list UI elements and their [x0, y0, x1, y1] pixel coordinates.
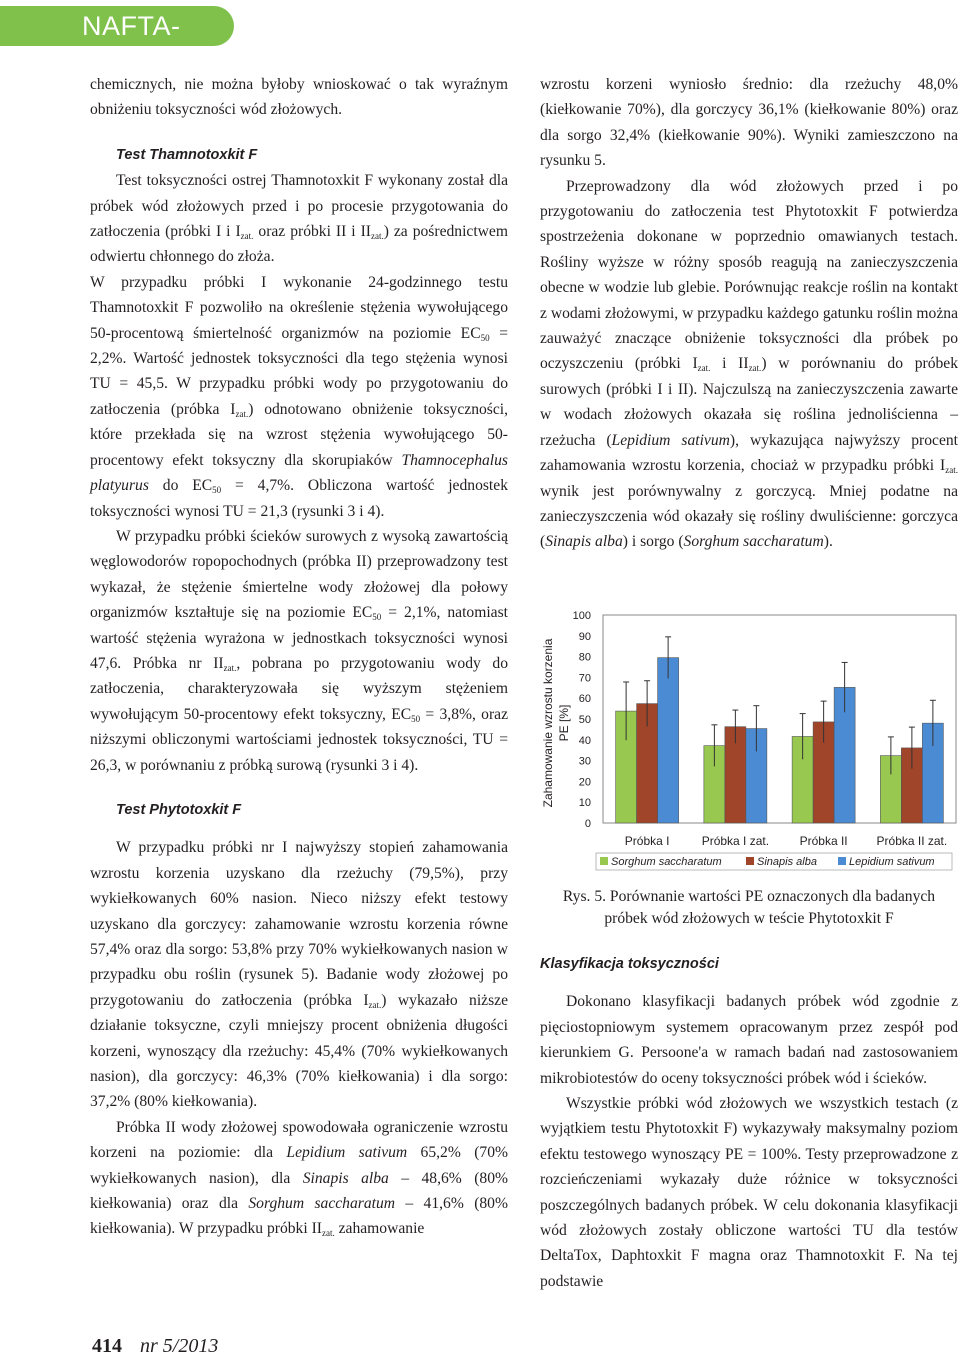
- bar: [658, 658, 679, 823]
- paragraph: W przypadku próbki nr I najwyższy stopień zahamowania wzrostu korzenia uzyskano dla rzeżuchy (79,5%), przy wykiełkowanych 60% nasion. Nieco niższy efekt testowy uzyskano dla gorczycy: zahamowanie wzrostu korzenia równe 57,4% oraz dla sorgo: 53,8% przy 70% wykiełkowanych nasion w przypadku obu roślin (rysunek 5). Badanie wody złożowej po przygotowaniu do zatłoczenia (próbka $I_{zat.}$) wykazało niższe działanie toksyczne, czyli mniejszy procent obniżenia długości korzeni, wynoszący dla rzeżuchy: 45,4% (70% wykiełkowanych nasion), dla gorczycy: 46,3% (70% kiełkowania) i dla sorgo: 37,2% (80% kiełkowania).: [90, 839, 508, 1111]
- y-tick-label: 10: [578, 797, 591, 810]
- y-tick-label: 60: [578, 693, 591, 706]
- y-tick-label: 20: [578, 776, 591, 789]
- paragraph: Próbka II wody złożowej spowodowała ograniczenie wzrostu korzeni na poziomie: dla Lepidium sativum 65,2% (70% wykiełkowanych nasion), dla Sinapis alba – 48,6% (80% kiełkowania) oraz dla Sorghum saccharatum – 41,6% (80% kiełkowania). W przypadku próbki $II_{zat.}$ zahamowanie: [90, 1118, 508, 1239]
- paragraph: Przeprowadzony dla wód złożowych przed i po przygotowaniu do zatłoczenia test Phytotoxkit F potwierdza spostrzeżenia dokonane w poprzednio omawianych testach. Rośliny wyższe w różny sposób reagują na zanieczyszczenia obecne w wodzie lub glebie. Porównując reakcje roślin na kontakt z wodami złożowymi, w przypadku każdego gatunku roślin można zauważyć znaczące obniżenie toksyczności dla próbek po oczyszczeniu (próbki $I_{zat.}$ i $II_{zat.}$) w porównaniu do próbek surowych (próbki I i II). Najczulszą na zanieczyszczenia zawarte w wodach złożowych okazała się roślina jednoliścienna – rzeżucha (Lepidium sativum), wykazująca najwyższy procent zahamowania wzrostu korzenia, chociaż w przypadku próbki $I_{zat.}$ wynik jest porównywalny z gorczycą. Mniej podatne na zanieczyszczenia wód okazały się rośliny dwuliścienne: gorczyca (Sinapis alba) i sorgo (Sorghum saccharatum).: [540, 177, 959, 551]
- legend-swatch: [838, 857, 846, 865]
- issue-label: nr 5/2013: [140, 1335, 219, 1357]
- x-tick-label: Próbka I: [624, 834, 670, 848]
- paragraph: W przypadku próbki I wykonanie 24-godzinnego testu Thamnotoxkit F pozwoliło na określenie stężenia wywołującego 50-procentową śmiertelność organizmów na poziomie $EC_{50} = 2,2\%$. Wartość jednostek toksyczności dla tego stężenia wynosi TU = 45,5. W przypadku próbki wody po przygotowaniu do zatłoczenia (próbka $I_{zat.}$) odnotowano obniżenie toksyczności, które przekłada się na wzrost stężenia wywołującego 50-procentowy efekt toksyczny dla skorupiaków Thamnocephalus platyurus do $EC_{50} = 4,7\%$. Obliczona wartość jednostek toksyczności wynosi TU = 21,3 (rysunki 3 i 4).: [90, 273, 509, 520]
- paragraph: Dokonano klasyfikacji badanych próbek wód zgodnie z pięciostopniowym systemem opracowanym przez zespół pod kierunkiem G. Persoone'a w ramach badań nad zastosowaniem mikrobiotestów do oceny toksyczności próbek wód i ścieków.: [540, 993, 958, 1087]
- legend-swatch: [746, 857, 754, 865]
- legend-label: Lepidium sativum: [849, 856, 935, 868]
- paragraph: Test toksyczności ostrej Thamnotoxkit F wykonany został dla próbek wód złożowych przed i po procesie przygotowania do zatłoczenia (próbki I i $I_{zat.}$ oraz próbki II i $II_{zat.}$) za pośrednictwem odwiertu chłonnego do złoża.: [90, 172, 508, 266]
- y-axis-label-line1: Zahamowanie wzrostu korzenia: [541, 638, 555, 808]
- y-tick-label: 50: [578, 714, 591, 726]
- y-tick-label: 100: [572, 610, 591, 622]
- x-tick-label: Próbka II zat.: [876, 834, 948, 848]
- y-tick-label: 70: [578, 672, 591, 685]
- y-tick-label: 80: [578, 651, 591, 664]
- section-heading-thamnotoxkit: Test Thamnotoxkit F: [116, 146, 258, 163]
- paragraph: wzrostu korzeni wyniosło średnio: dla rzeżuchy 48,0% (kiełkowanie 70%), dla gorczycy 36,1% (kiełkowanie 80%) oraz dla sorgo 32,4% (kiełkowanie 90%). Wyniki zamieszczono na rysunku 5.: [540, 76, 958, 170]
- y-tick-label: 30: [578, 755, 591, 768]
- section-heading-phytotoxkit: Test Phytotoxkit F: [116, 801, 242, 818]
- y-tick-label: 0: [584, 818, 591, 830]
- y-tick-label: 40: [578, 734, 591, 747]
- journal-title: NAFTA-GAZ: [82, 11, 181, 81]
- journal-badge: [0, 6, 234, 81]
- legend-swatch: [600, 857, 608, 865]
- paragraph: Wszystkie próbki wód złożowych we wszystkich testach (z wyjątkiem testu Phytotoxkit F) wykazywały maksymalny poziom efektu testowego wynoszący PE = 100%. Testy przeprowadzone z rozcieńczeniami wykazały duże różnice w toksyczności poszczególnych badanych próbek. W celu dokonania klasyfikacji wód złożowych zostały obliczone wartości TU dla testów DeltaTox, Daphtoxkit F magna oraz Thamnotoxkit F. Na tej podstawie: [540, 1095, 958, 1290]
- legend-label: Sinapis alba: [757, 856, 817, 868]
- intro-paragraph: chemicznych, nie można byłoby wnioskować o tak wyraźnym obniżeniu toksyczności wód złożowych.: [90, 76, 508, 119]
- x-tick-label: Próbka II: [799, 834, 848, 848]
- x-tick-label: Próbka I zat.: [701, 834, 770, 848]
- legend-label: Sorghum saccharatum: [611, 856, 722, 868]
- figure-caption: Rys. 5. Porównanie wartości PE oznaczonych dla badanych próbek wód złożowych w teście Phytotoxkit F: [562, 888, 936, 927]
- page-footer: [92, 1334, 218, 1358]
- paragraph: W przypadku próbki ścieków surowych z wysoką zawartością węglowodorów ropopochodnych (próbka II) przeprowadzony test wykazał, że stężenie śmiertelne wody złożowej dla połowy organizmów kształtuje się na poziomie $EC_{50} = 2,1\%$, natomiast wartość stężenia wyrażona w jednostkach toksyczności wynosi 47,6. Próbka nr $II_{zat.}$, pobrana po przygotowaniu wody do zatłoczenia, charakteryzowała się wyższym stężeniem wywołującym 50-procentowy efekt toksyczny, $EC_{50} = 3,8\%$, oraz niższymi obliczonymi wartościami jednostek toksyczności, TU = 26,3, w porównaniu z próbką surową (rysunki 3 i 4).: [90, 527, 509, 774]
- right-column-lower: [540, 952, 958, 1294]
- left-column: [90, 72, 508, 1242]
- pe-bar-chart: [538, 600, 960, 890]
- y-axis-label-line2: PE [%]: [557, 704, 571, 742]
- page-number: 414: [92, 1335, 122, 1357]
- y-tick-label: 90: [578, 630, 591, 643]
- right-column: [540, 72, 958, 555]
- section-heading-klasyfikacja: Klasyfikacja toksyczności: [540, 956, 719, 972]
- chart-svg: [538, 600, 960, 890]
